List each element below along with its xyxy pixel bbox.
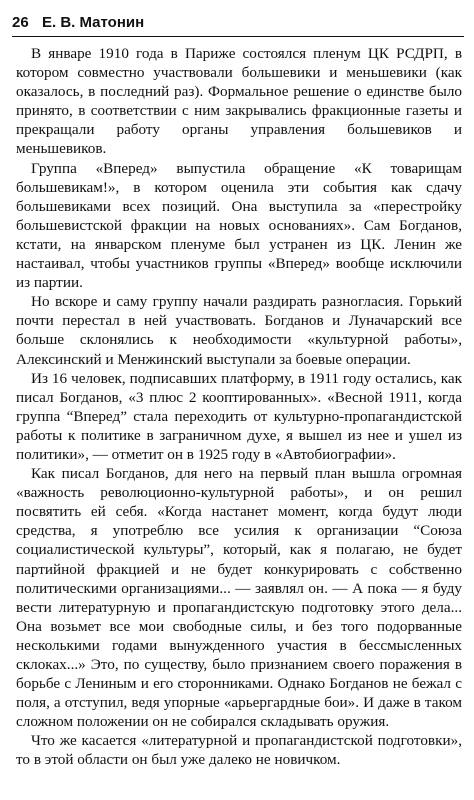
- paragraph: Из 16 человек, подписавших платформу, в 1911 году остались, как писал Богданов, «3 плюс 2 кооптированных». «Весной 1911, когда группа “Вперед” стала переходить от культурно-пропагандистской работы к политике в заграничном духе, я вышел из нее и ушел из политики», — отметит он в 1925 году в «Автобиографии».: [16, 369, 462, 463]
- paragraph: Группа «Вперед» выпустила обращение «К товарищам большевикам!», в котором оценила эти события как сдачу большевиками всех позиций. Она выступила за «перестройку большевистской фракции на новых основаниях». Сам Богданов, кстати, на январском пленуме был устранен из ЦК. Ленин же настаивал, чтобы участников группы «Вперед» вообще исключили из партии.: [16, 159, 462, 292]
- paragraph: Как писал Богданов, для него на первый план вышла огромная «важность революционно-культурной работы», и он решил посвятить ей себя. «Когда настанет момент, когда будут люди средства, я употреблю все усилия к организации “Союза социалистической культуры”, который, как я полагаю, не будет партийной фракцией и не будет конкурировать с собственно политическими организациями... — заявлял он. — А пока — я буду вести литературную и пропагандистскую подготовку этого дела... Она возьмет все мои свободные силы, и без того подорванные несколькими годами вынужденного участия в бессмысленных склоках...» Это, по существу, было признанием своего поражения в борьбе с Лениным и его сторонниками. Однако Богданов не бежал с поля, а отступил, ведя упорные «арьергардные бои». И даже в таком сложном положении он не собирался складывать оружия.: [16, 465, 462, 731]
- paragraph: Что же касается «литературной и пропагандистской подготовки», то в этой области он был уже далеко не новичком.: [16, 732, 462, 769]
- running-head-author: Е. В. Матонин: [42, 14, 145, 31]
- page-number: 26: [12, 14, 29, 31]
- paragraph: Но вскоре и саму группу начали раздирать разногласия. Горький почти перестал в ней участвовать. Богданов и Луначарский все больше склонялись к необходимости «культурной работы», Алексинский и Менжинский выступали за боевые операции.: [16, 293, 462, 368]
- body-text: [16, 44, 462, 770]
- paragraph: В январе 1910 года в Париже состоялся пленум ЦК РСДРП, в котором совместно участвовали большевики и меньшевики (как оказалось, в последний раз). Формальное решение о единстве было принято, в соответствии с ним закрывались фракционные газеты и прекращали работу органы управления большевиков и меньшевиков.: [16, 45, 462, 158]
- header-rule: [12, 36, 464, 37]
